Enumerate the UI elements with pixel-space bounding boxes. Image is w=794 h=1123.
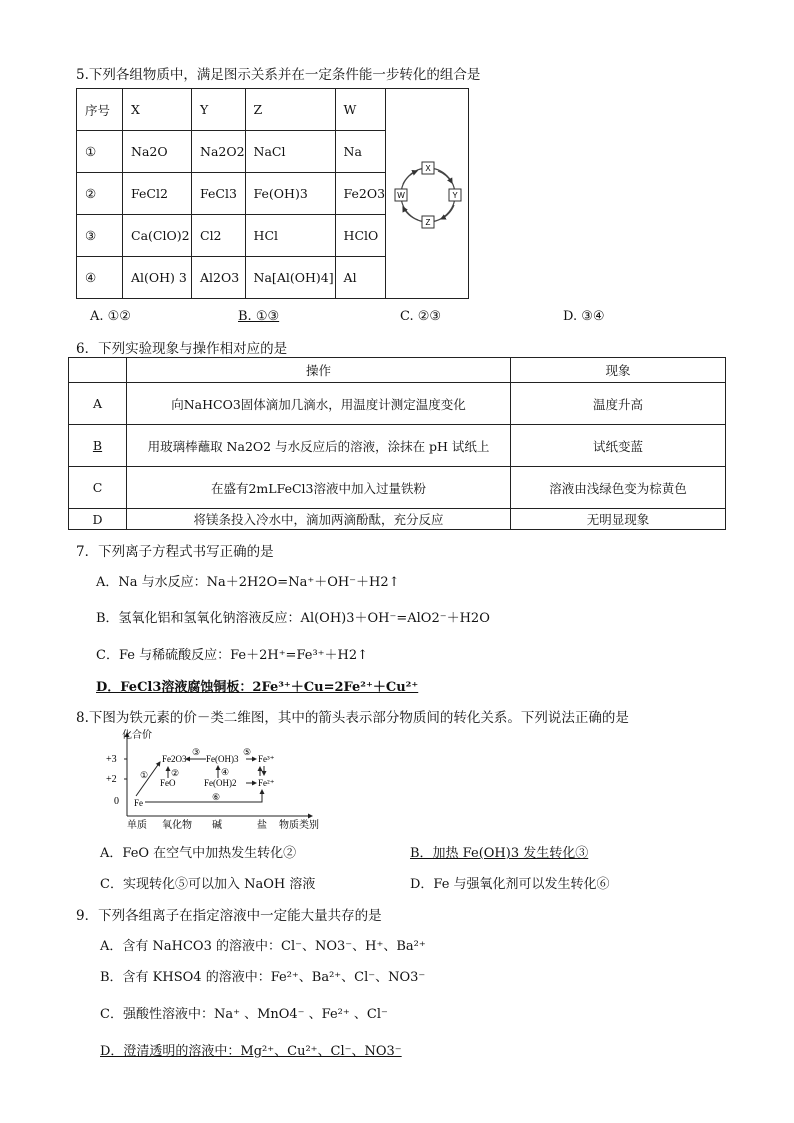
table-cell: Ca(ClO)2 <box>123 215 192 257</box>
arrow-label-3: ③ <box>192 747 201 757</box>
table-cell: Na2O <box>123 131 192 173</box>
table-cell: Fe2O3 <box>335 173 386 215</box>
table-cell: NaCl <box>245 131 335 173</box>
table-cell: C <box>69 467 127 509</box>
table-cell: Al <box>335 257 386 299</box>
header-cell <box>69 358 127 383</box>
table-cell: HClO <box>335 215 386 257</box>
diagram-node-w: W <box>397 191 405 200</box>
q5-option-c[interactable]: C. ②③ <box>400 309 442 324</box>
q7-option-d[interactable]: D．FeCl3溶液腐蚀铜板：2Fe³⁺＋Cu=2Fe²⁺＋Cu²⁺ <box>96 680 419 695</box>
table-cell: 向NaHCO3固体滴加几滴水，用温度计测定温度变化 <box>127 383 511 425</box>
species-feoh2: Fe(OH)2 <box>204 778 237 788</box>
table-cell: Al(OH) 3 <box>123 257 192 299</box>
table-cell: HCl <box>245 215 335 257</box>
q5-option-a[interactable]: A. ①② <box>90 309 131 324</box>
x-axis-label: 物质类别 <box>279 820 319 831</box>
header-cell: Y <box>192 89 246 131</box>
q5-option-d[interactable]: D. ③④ <box>563 309 605 324</box>
table-cell: 用玻璃棒蘸取 Na2O2 与水反应后的溶液，涂抹在 pH 试纸上 <box>127 425 511 467</box>
q8-option-d[interactable]: D．Fe 与强氧化剂可以发生转化⑥ <box>410 877 610 892</box>
question-7-title: 7．下列离子方程式书写正确的是 <box>76 544 274 560</box>
question-8-title: 8.下图为铁元素的价－类二维图，其中的箭头表示部分物质间的转化关系。下列说法正确的是 <box>76 710 629 726</box>
table-cell: FeCl2 <box>123 173 192 215</box>
species-fe: Fe <box>134 798 143 808</box>
q8-option-a[interactable]: A．FeO 在空气中加热发生转化② <box>100 846 297 861</box>
table-cell: 溶液由浅绿色变为棕黄色 <box>511 467 726 509</box>
table-cell: Al2O3 <box>192 257 246 299</box>
arrow-label-2: ② <box>171 768 180 778</box>
table-cell: Na2O2 <box>192 131 246 173</box>
iron-valence-class-diagram <box>100 728 330 833</box>
species-fe3plus: Fe³⁺ <box>258 754 275 764</box>
x-tick-salt: 盐 <box>257 820 267 831</box>
species-fe2o3: Fe2O3 <box>162 754 187 764</box>
table-cell: 无明显现象 <box>511 509 726 530</box>
header-cell: 序号 <box>77 89 123 131</box>
table-row <box>69 383 726 425</box>
header-cell: 现象 <box>511 358 726 383</box>
x-tick-oxide: 氧化物 <box>162 820 192 831</box>
diagram-node-x: X <box>425 164 431 173</box>
q8-option-c[interactable]: C．实现转化⑤可以加入 NaOH 溶液 <box>100 877 316 892</box>
q7-option-b[interactable]: B．氢氧化铝和氢氧化钠溶液反应：Al(OH)3＋OH⁻=AlO2⁻＋H2O <box>96 611 490 626</box>
cycle-diagram <box>386 129 473 249</box>
table-cell: ② <box>77 173 123 215</box>
x-tick-base: 碱 <box>212 820 222 831</box>
cycle-diagram-cell <box>386 89 469 299</box>
table-cell: D <box>69 509 127 530</box>
header-cell: X <box>123 89 192 131</box>
table-row <box>69 509 726 530</box>
table-cell: 试纸变蓝 <box>511 425 726 467</box>
table-cell: Na <box>335 131 386 173</box>
header-cell: W <box>335 89 386 131</box>
q7-option-c[interactable]: C．Fe 与稀硫酸反应：Fe＋2H⁺=Fe³⁺＋H2↑ <box>96 648 369 663</box>
header-cell: 操作 <box>127 358 511 383</box>
question-5-title: 5.下列各组物质中，满足图示关系并在一定条件能一步转化的组合是 <box>76 67 481 83</box>
table-cell: Cl2 <box>192 215 246 257</box>
diagram-node-y: Y <box>452 191 458 200</box>
q9-option-b[interactable]: B．含有 KHSO4 的溶液中：Fe²⁺、Ba²⁺、Cl⁻、NO3⁻ <box>100 970 426 985</box>
x-tick-element: 单质 <box>127 820 147 831</box>
question-6-table <box>68 357 726 530</box>
q7-option-a[interactable]: A．Na 与水反应：Na＋2H2O=Na⁺＋OH⁻＋H2↑ <box>96 575 400 590</box>
table-header-row <box>77 89 469 131</box>
q5-option-b[interactable]: B. ①③ <box>238 309 280 324</box>
table-cell: 温度升高 <box>511 383 726 425</box>
q9-option-a[interactable]: A．含有 NaHCO3 的溶液中：Cl⁻、NO3⁻、H⁺、Ba²⁺ <box>100 939 426 954</box>
arrow-label-1: ① <box>140 770 149 780</box>
species-feoh3: Fe(OH)3 <box>206 754 239 764</box>
species-fe2plus: Fe²⁺ <box>258 778 275 788</box>
diagram-node-z: Z <box>425 218 431 227</box>
table-cell: ④ <box>77 257 123 299</box>
y-tick-plus2: +2 <box>106 774 117 785</box>
question-6-title: 6．下列实验现象与操作相对应的是 <box>76 341 288 357</box>
table-header-row <box>69 358 726 383</box>
q8-option-b[interactable]: B．加热 Fe(OH)3 发生转化③ <box>410 846 589 861</box>
table-cell: Na[Al(OH)4] <box>245 257 335 299</box>
arrow-label-6: ⑥ <box>212 792 221 802</box>
table-row <box>69 425 726 467</box>
header-cell: Z <box>245 89 335 131</box>
table-cell: A <box>69 383 127 425</box>
table-cell: Fe(OH)3 <box>245 173 335 215</box>
table-row <box>69 467 726 509</box>
q9-option-c[interactable]: C．强酸性溶液中：Na⁺ 、MnO4⁻ 、Fe²⁺ 、Cl⁻ <box>100 1007 388 1022</box>
table-cell: 将镁条投入冷水中，滴加两滴酚酞，充分反应 <box>127 509 511 530</box>
table-cell: ③ <box>77 215 123 257</box>
question-9-title: 9．下列各组离子在指定溶液中一定能大量共存的是 <box>76 908 382 924</box>
y-tick-plus3: +3 <box>106 754 117 765</box>
table-cell: FeCl3 <box>192 173 246 215</box>
arrow-label-5: ⑤ <box>243 747 252 757</box>
table-cell: 在盛有2mLFeCl3溶液中加入过量铁粉 <box>127 467 511 509</box>
arrow-label-4: ④ <box>221 767 230 777</box>
species-feo: FeO <box>160 778 176 788</box>
y-tick-zero: 0 <box>114 796 119 807</box>
table-cell: ① <box>77 131 123 173</box>
q9-option-d[interactable]: D．澄清透明的溶液中：Mg²⁺、Cu²⁺、Cl⁻、NO3⁻ <box>100 1044 402 1059</box>
table-cell: B <box>69 425 127 467</box>
question-5-table <box>76 88 469 299</box>
y-axis-label: 化合价 <box>122 730 152 741</box>
